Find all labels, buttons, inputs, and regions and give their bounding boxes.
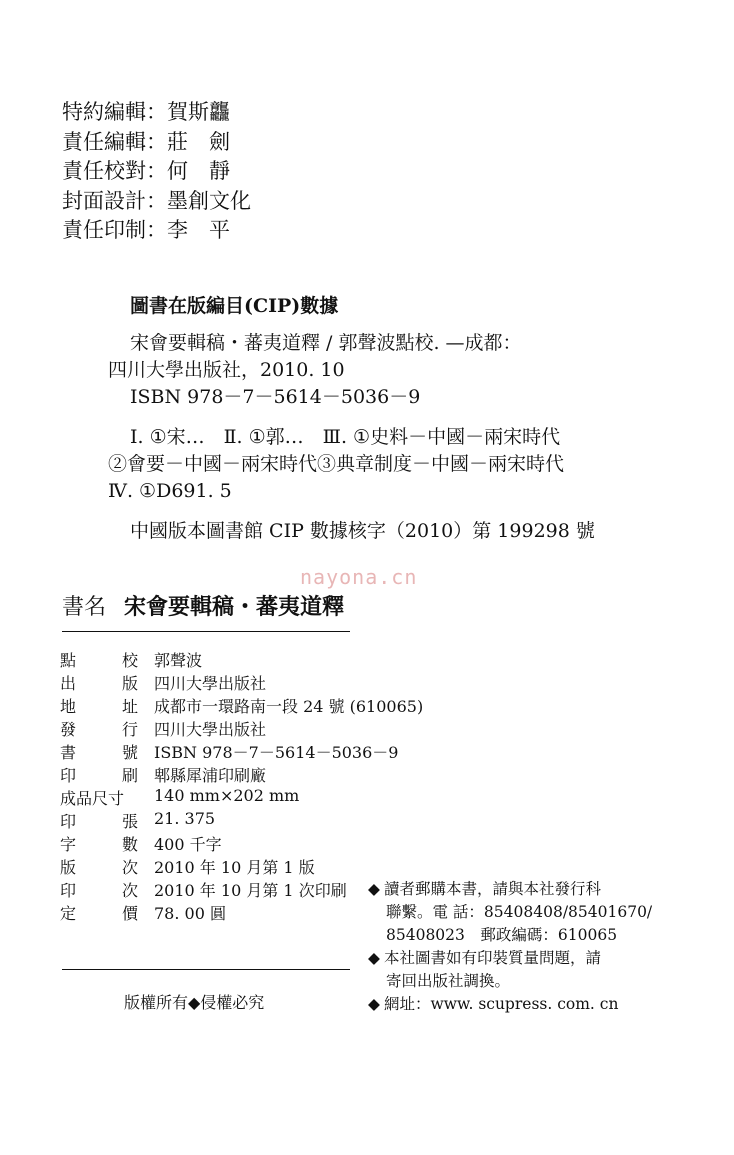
note-2-line-2: 寄回出版社調換。: [386, 972, 511, 990]
info-row: 印 張 21. 375: [60, 809, 216, 831]
book-title-text: 宋會要輯稿・蕃夷道釋: [124, 594, 345, 620]
info-value: 21. 375: [154, 809, 216, 828]
copyright-notice: 版權所有◆侵權必究: [124, 993, 265, 1012]
note-1-line-2: 聯繫。電 話：85408408/85401670/: [386, 903, 653, 921]
cip-line-1: 宋會要輯稿・蕃夷道釋 / 郭聲波點校. —成都：: [130, 332, 522, 354]
credit-print-manager: 責任印制：李 平: [62, 218, 230, 242]
note-1-line-1: 讀者郵購本書，請與本社發行科: [384, 880, 602, 898]
info-value: 郭聲波: [154, 651, 203, 670]
info-value: 2010 年 10 月第 1 次印刷: [154, 881, 347, 900]
info-row: 地 址 成都市一環路南一段 24 號 (610065): [60, 694, 423, 717]
diamond-bullet-icon: ◆: [368, 880, 380, 898]
reader-notes: [368, 878, 652, 1016]
info-row: 點 校 郭聲波: [60, 648, 423, 671]
info-row: 版 次 2010 年 10 月第 1 版: [60, 855, 423, 878]
cip-class-2: ②會要－中國－兩宋時代③典章制度－中國－兩宋時代: [108, 453, 565, 475]
info-row: 印 刷 郫縣犀浦印刷廠: [60, 763, 423, 786]
info-row: 出 版 四川大學出版社: [60, 671, 423, 694]
cip-class-1: Ⅰ. ①宋… Ⅱ. ①郭… Ⅲ. ①史料－中國－兩宋時代: [130, 426, 561, 448]
cip-block: [108, 293, 595, 545]
cip-number: 中國版本圖書館 CIP 數據核字（2010）第 199298 號: [130, 520, 595, 542]
info-value: 四川大學出版社: [154, 720, 267, 739]
cip-line-2: 四川大學出版社，2010. 10: [108, 359, 345, 381]
diamond-bullet-icon: ◆: [368, 995, 380, 1013]
note-3-line-1: 網址：www. scupress. com. cn: [384, 995, 619, 1013]
info-row: 成品尺寸 140 mm×202 mm: [60, 786, 300, 808]
note-1-line-3: 85408023 郵政編碼：610065: [386, 926, 618, 944]
book-title-label: 書名: [62, 595, 107, 620]
info-value: 2010 年 10 月第 1 版: [154, 858, 315, 877]
divider-top: [62, 631, 350, 632]
info-row: 定 價 78. 00 圓: [60, 901, 423, 924]
info-value: 140 mm×202 mm: [154, 786, 300, 805]
book-title: [62, 590, 344, 621]
cip-isbn: ISBN 978－7－5614－5036－9: [130, 386, 421, 408]
credit-proofreader: 責任校對：何 靜: [62, 159, 230, 183]
credit-responsible-editor: 責任編輯：莊 劍: [62, 129, 230, 154]
info-value: 郫縣犀浦印刷廠: [154, 766, 267, 785]
info-value: 78. 00 圓: [154, 904, 226, 923]
info-row: 書 號 ISBN 978－7－5614－5036－9: [60, 740, 423, 763]
watermark: nayona.cn: [300, 565, 418, 589]
diamond-bullet-icon: ◆: [368, 949, 380, 967]
info-row: 印 次 2010 年 10 月第 1 次印刷: [60, 878, 423, 901]
info-row: 發 行 四川大學出版社: [60, 717, 423, 740]
info-row: 字 數 400 千字: [60, 832, 423, 855]
divider-bottom: [62, 969, 350, 970]
info-value: 成都市一環路南一段 24 號 (610065): [154, 697, 424, 716]
credit-special-editor: 特約編輯：賀斯龘: [62, 100, 230, 124]
cip-class-3: Ⅳ. ①D691. 5: [108, 480, 232, 502]
credit-cover-design: 封面設計：墨創文化: [62, 188, 251, 213]
info-value: 四川大學出版社: [154, 674, 267, 693]
info-value: 400 千字: [154, 835, 222, 854]
cip-title: 圖書在版編目(CIP)數據: [130, 295, 339, 317]
note-2-line-1: 本社圖書如有印裝質量問題，請: [384, 949, 602, 967]
info-value: ISBN 978－7－5614－5036－9: [154, 743, 399, 762]
credits-block: [62, 98, 251, 246]
